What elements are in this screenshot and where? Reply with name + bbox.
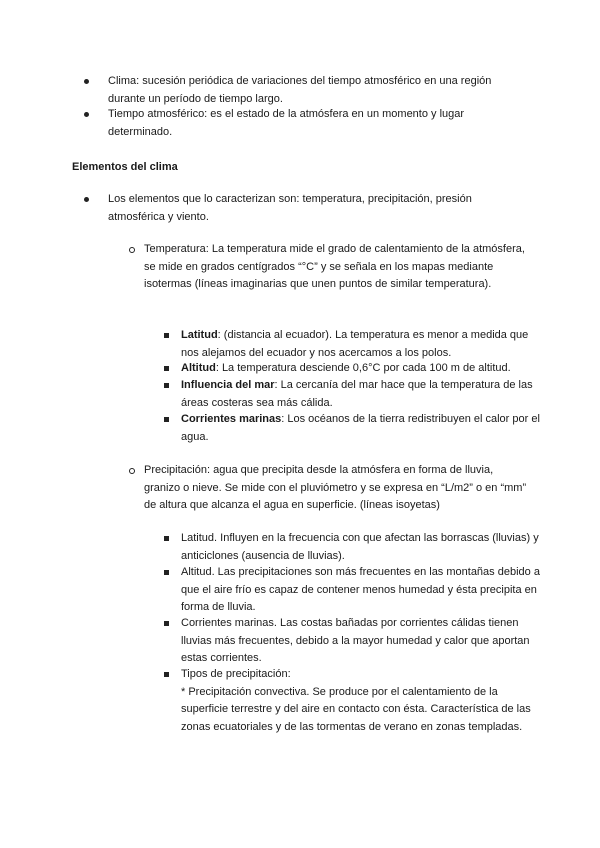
factor-item (181, 360, 541, 378)
bullet-square-icon (164, 530, 169, 548)
factor-text: Tipos de precipitación: (181, 668, 291, 680)
bullet-square-icon (164, 411, 169, 429)
convective-text: * Precipitación convectiva. Se produce por el calentamiento de la superficie terrestre y del aire en contacto con ésta. Característica de las zonas ecuatoriales y de las tormentas de verano en zonas templadas. (181, 685, 531, 733)
factor-text: : La temperatura desciende 0,6°C por cada 100 m de altitud. (215, 362, 511, 374)
factor-item (181, 327, 541, 362)
precipitacion-text: Precipitación: agua que precipita desde la atmósfera en forma de lluvia, granizo o nieve. Se mide con el pluviómetro y se expresa en “L/m2” o en “mm” de altura que alcanza el agua en superficie. (líneas isoyetas) (144, 464, 527, 511)
factor-text: Corrientes marinas. Las costas bañadas por corrientes cálidas tienen lluvias más frecuentes, debido a la mayor humedad y calor que aportan estas corrientes. (181, 617, 530, 664)
factor-label: Influencia del mar (181, 379, 275, 391)
factor-text: : Los océanos de la tierra redistribuyen el calor por el agua. (181, 413, 540, 443)
factor-label: Altitud (181, 362, 216, 374)
definition-tiempo: Tiempo atmosférico: es el estado de la atmósfera en un momento y lugar determinado. (108, 108, 465, 138)
factor-item (181, 411, 541, 446)
bullet-square-icon (164, 666, 169, 684)
factor-item (181, 666, 541, 736)
factor-label: Corrientes marinas (181, 413, 282, 425)
factor-text: : La cercanía del mar hace que la temperatura de las áreas costeras sea más cálida. (181, 379, 533, 409)
bullet-circle-icon (129, 462, 135, 481)
bullet-disc-icon (84, 191, 89, 209)
bullet-square-icon (164, 564, 169, 582)
bullet-square-icon (164, 327, 169, 345)
factor-text: Altitud. Las precipitaciones son más frecuentes en las montañas debido a que el aire frío es capaz de contener menos humedad y ésta precipita en forma de lluvia. (181, 566, 540, 613)
bullet-disc-icon (84, 106, 89, 124)
factor-item (181, 377, 541, 412)
factor-text: Latitud. Influyen en la frecuencia con que afectan las borrascas (lluvias) y anticiclones (ausencia de lluvias). (181, 532, 539, 562)
bullet-square-icon (164, 615, 169, 633)
bullet-disc-icon (84, 73, 89, 91)
definition-clima: Clima: sucesión periódica de variaciones del tiempo atmosférico en una región durante un período de tiempo largo. (108, 75, 492, 105)
bullet-square-icon (164, 377, 169, 395)
bullet-square-icon (164, 360, 169, 378)
temperatura-text: Temperatura: La temperatura mide el grado de calentamiento de la atmósfera, se mide en grados centígrados “°C” y se señala en los mapas mediante isotermas (líneas imaginarias que unen puntos de similar temperatura). (144, 243, 525, 290)
factor-text: : (distancia al ecuador). La temperatura es menor a medida que nos alejamos del ecuador y nos acercamos a los polos. (181, 329, 529, 359)
bullet-circle-icon (129, 241, 135, 260)
section-lead: Los elementos que lo caracterizan son: temperatura, precipitación, presión atmosférica y viento. (108, 193, 472, 223)
section-title: Elementos del clima (72, 161, 178, 173)
factor-label: Latitud (181, 329, 218, 341)
